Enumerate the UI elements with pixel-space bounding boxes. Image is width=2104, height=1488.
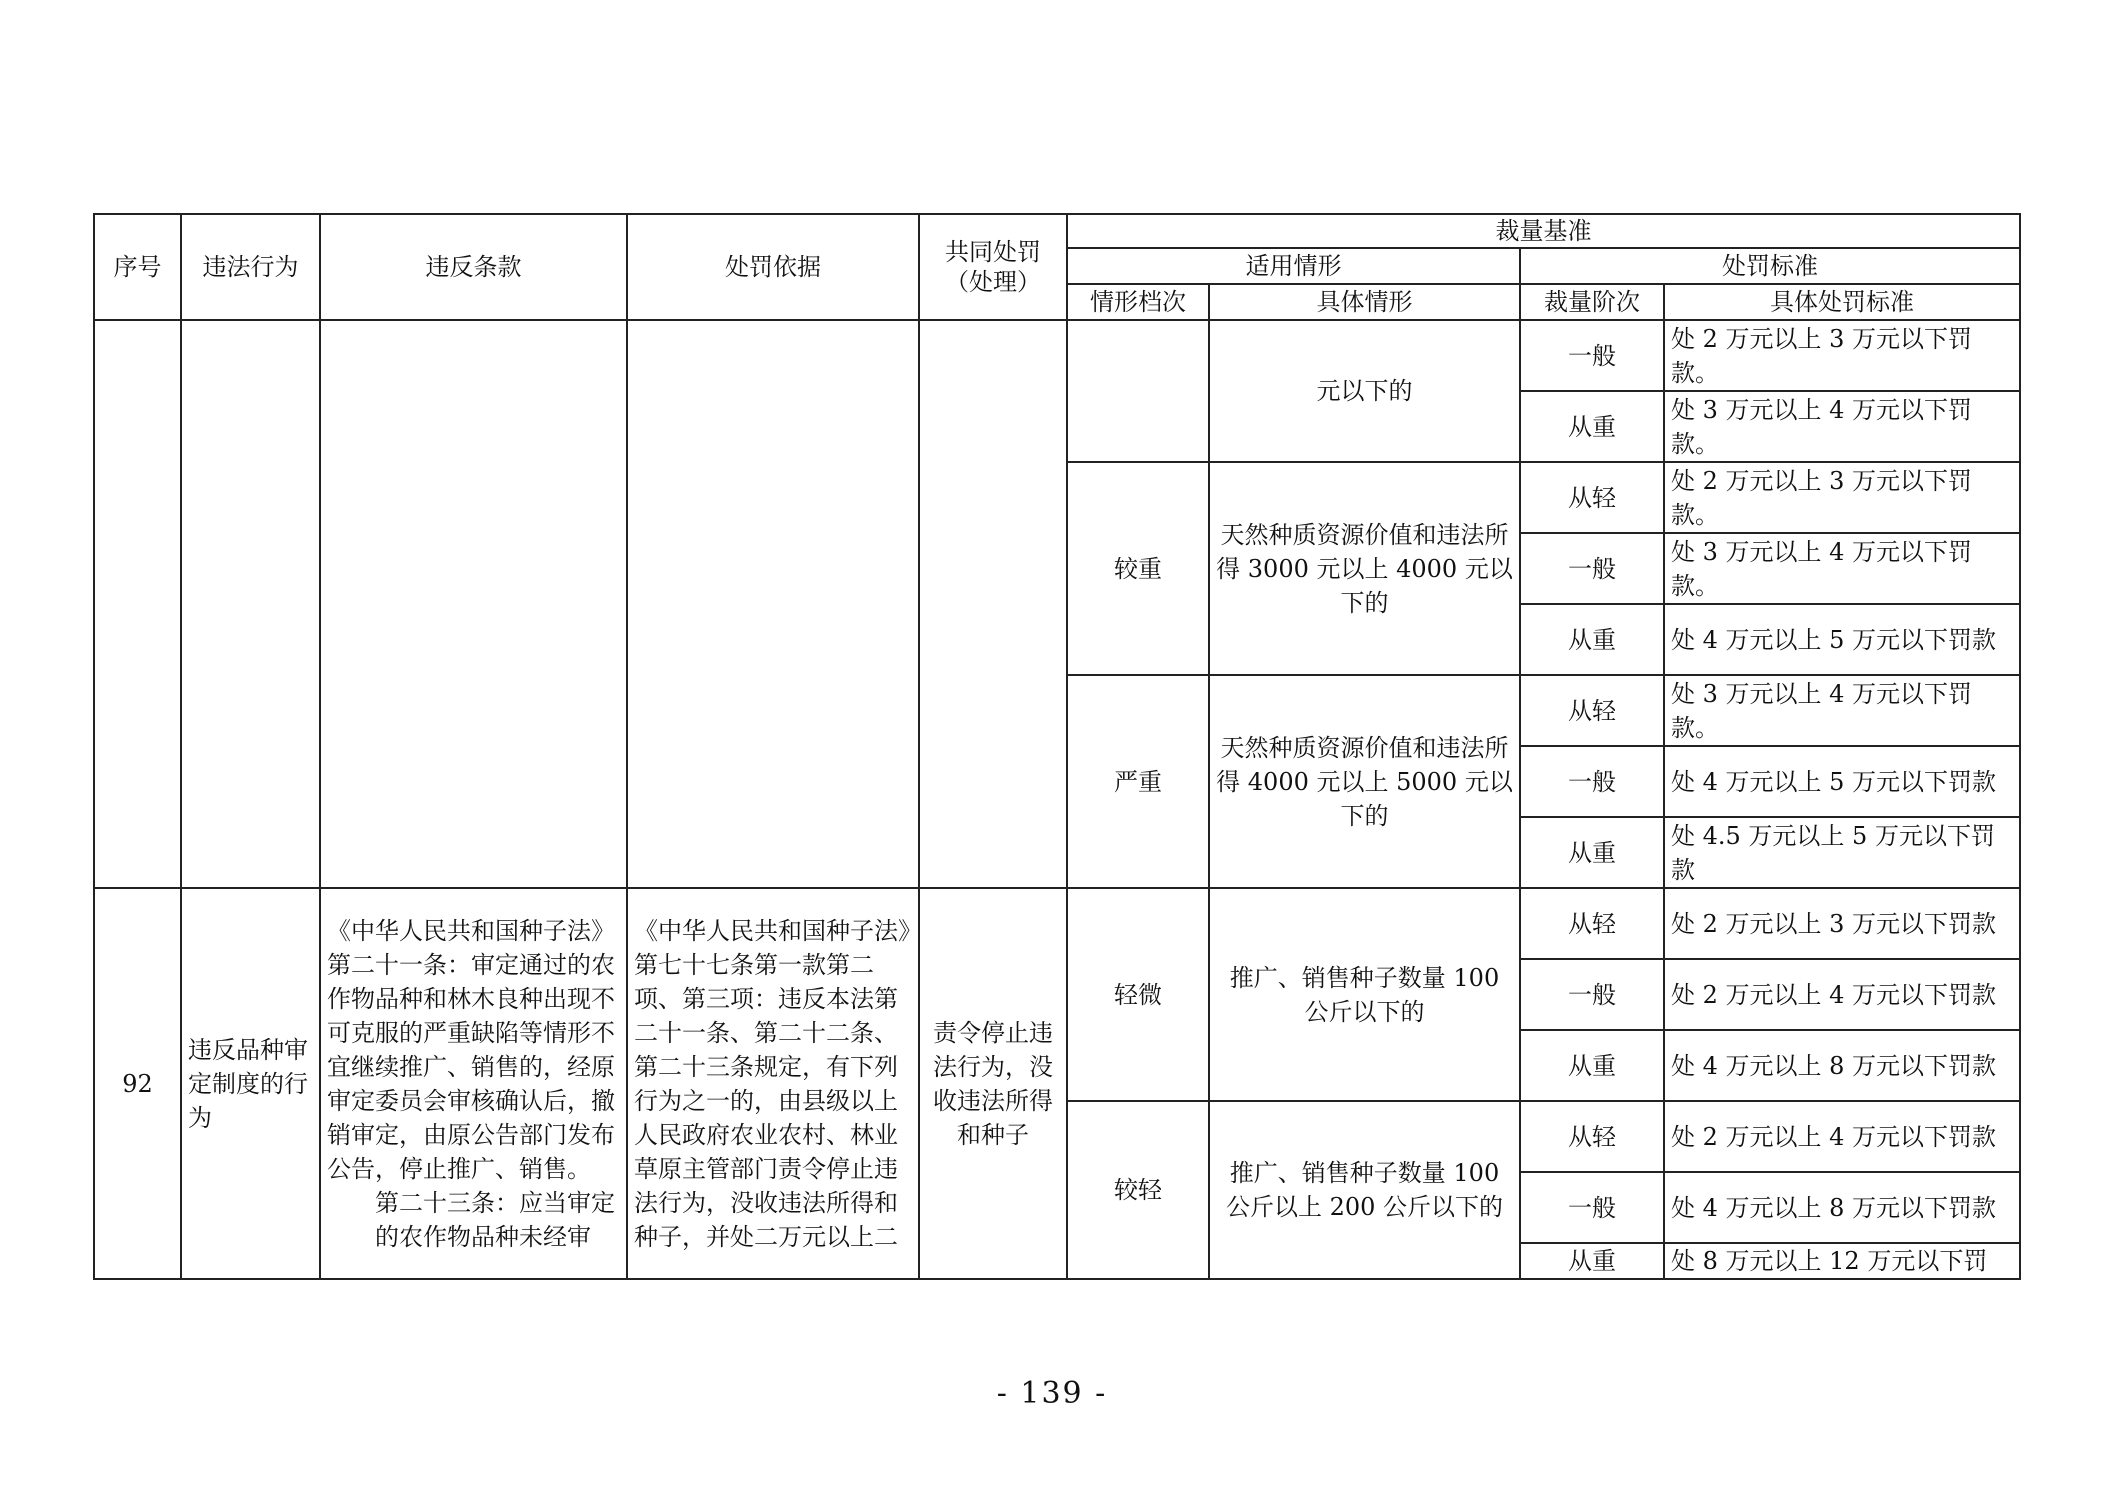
header-behavior: 违法行为 (181, 214, 320, 320)
situation-cell: 天然种质资源价值和违法所得 4000 元以上 5000 元以下的 (1209, 675, 1520, 888)
cont-basis-cell (627, 320, 919, 888)
std-cell: 处 3 万元以上 4 万元以下罚款。 (1664, 533, 2020, 604)
grade-cell: 一般 (1520, 746, 1664, 817)
level-cell: 较轻 (1067, 1101, 1209, 1279)
cont-common-cell (919, 320, 1067, 888)
seq-cell: 92 (94, 888, 181, 1279)
std-cell: 处 2 万元以上 4 万元以下罚款 (1664, 1101, 2020, 1172)
grade-cell: 从轻 (1520, 675, 1664, 746)
level-cell: 轻微 (1067, 888, 1209, 1101)
grade-cell: 从轻 (1520, 1101, 1664, 1172)
std-cell: 处 4 万元以上 5 万元以下罚款 (1664, 604, 2020, 675)
table-row (94, 888, 2020, 959)
header-basis: 处罚依据 (627, 214, 919, 320)
basis-cell: 《中华人民共和国种子法》第七十七条第一款第二项、第三项：违反本法第二十一条、第二十二条、第二十三条规定，有下列行为之一的，由县级以上人民政府农业农村、林业草原主管部门责令停止违法行为，没收违法所得和种子，并处二万元以上二 (627, 888, 919, 1279)
header-std-detail: 具体处罚标准 (1664, 284, 2020, 320)
situation-cell: 推广、销售种子数量 100 公斤以上 200 公斤以下的 (1209, 1101, 1520, 1279)
behavior-cell: 违反品种审定制度的行为 (181, 888, 320, 1279)
std-cell: 处 4 万元以上 8 万元以下罚款 (1664, 1030, 2020, 1101)
header-grade: 裁量阶次 (1520, 284, 1664, 320)
std-cell: 处 2 万元以上 3 万元以下罚款。 (1664, 320, 2020, 391)
std-cell: 处 2 万元以上 4 万元以下罚款 (1664, 959, 2020, 1030)
grade-cell: 一般 (1520, 320, 1664, 391)
page-number: - 139 - (996, 1376, 1108, 1411)
header-clause: 违反条款 (320, 214, 627, 320)
grade-cell: 从轻 (1520, 888, 1664, 959)
clause-paragraph-2: 第二十三条：应当审定的农作物品种未经审 (375, 1188, 615, 1251)
std-cell: 处 3 万元以上 4 万元以下罚款。 (1664, 391, 2020, 462)
level-cell: 严重 (1067, 675, 1209, 888)
grade-cell: 从重 (1520, 1030, 1664, 1101)
std-cell: 处 8 万元以上 12 万元以下罚 (1664, 1243, 2020, 1279)
situation-cell: 推广、销售种子数量 100 公斤以下的 (1209, 888, 1520, 1101)
clause-paragraph-1: 《中华人民共和国种子法》第二十一条：审定通过的农作物品种和林木良种出现不可克服的严重缺陷等情形不宜继续推广、销售的，经原审定委员会审核确认后，撤销审定，由原公告部门发布公告，停止推广、销售。 (327, 916, 615, 1183)
common-penalty-cell: 责令停止违法行为，没收违法所得和种子 (919, 888, 1067, 1279)
grade-cell: 一般 (1520, 959, 1664, 1030)
std-cell: 处 2 万元以上 3 万元以下罚款。 (1664, 462, 2020, 533)
header-common-penalty (919, 214, 1067, 320)
situation-cell: 元以下的 (1209, 320, 1520, 462)
grade-cell: 从重 (1520, 604, 1664, 675)
std-cell: 处 3 万元以上 4 万元以下罚款。 (1664, 675, 2020, 746)
std-cell: 处 4.5 万元以上 5 万元以下罚款 (1664, 817, 2020, 888)
cont-clause-cell (320, 320, 627, 888)
penalty-table (93, 213, 2021, 1280)
clause-cell (320, 888, 627, 1279)
header-common-penalty-line2: （处理） (945, 268, 1041, 296)
header-applicable: 适用情形 (1067, 248, 1520, 284)
cont-level-cell (1067, 320, 1209, 462)
grade-cell: 从重 (1520, 817, 1664, 888)
header-discretion: 裁量基准 (1067, 214, 2020, 248)
header-seq: 序号 (94, 214, 181, 320)
grade-cell: 一般 (1520, 533, 1664, 604)
header-level: 情形档次 (1067, 284, 1209, 320)
table-row (94, 320, 2020, 391)
grade-cell: 一般 (1520, 1172, 1664, 1243)
cont-behavior-cell (181, 320, 320, 888)
std-cell: 处 4 万元以上 8 万元以下罚款 (1664, 1172, 2020, 1243)
situation-cell: 天然种质资源价值和违法所得 3000 元以上 4000 元以下的 (1209, 462, 1520, 675)
grade-cell: 从重 (1520, 391, 1664, 462)
cont-seq-cell (94, 320, 181, 888)
grade-cell: 从重 (1520, 1243, 1664, 1279)
grade-cell: 从轻 (1520, 462, 1664, 533)
header-common-penalty-line1: 共同处罚 (945, 238, 1041, 266)
level-cell: 较重 (1067, 462, 1209, 675)
std-cell: 处 4 万元以上 5 万元以下罚款 (1664, 746, 2020, 817)
header-penalty-std: 处罚标准 (1520, 248, 2020, 284)
std-cell: 处 2 万元以上 3 万元以下罚款 (1664, 888, 2020, 959)
header-situation: 具体情形 (1209, 284, 1520, 320)
